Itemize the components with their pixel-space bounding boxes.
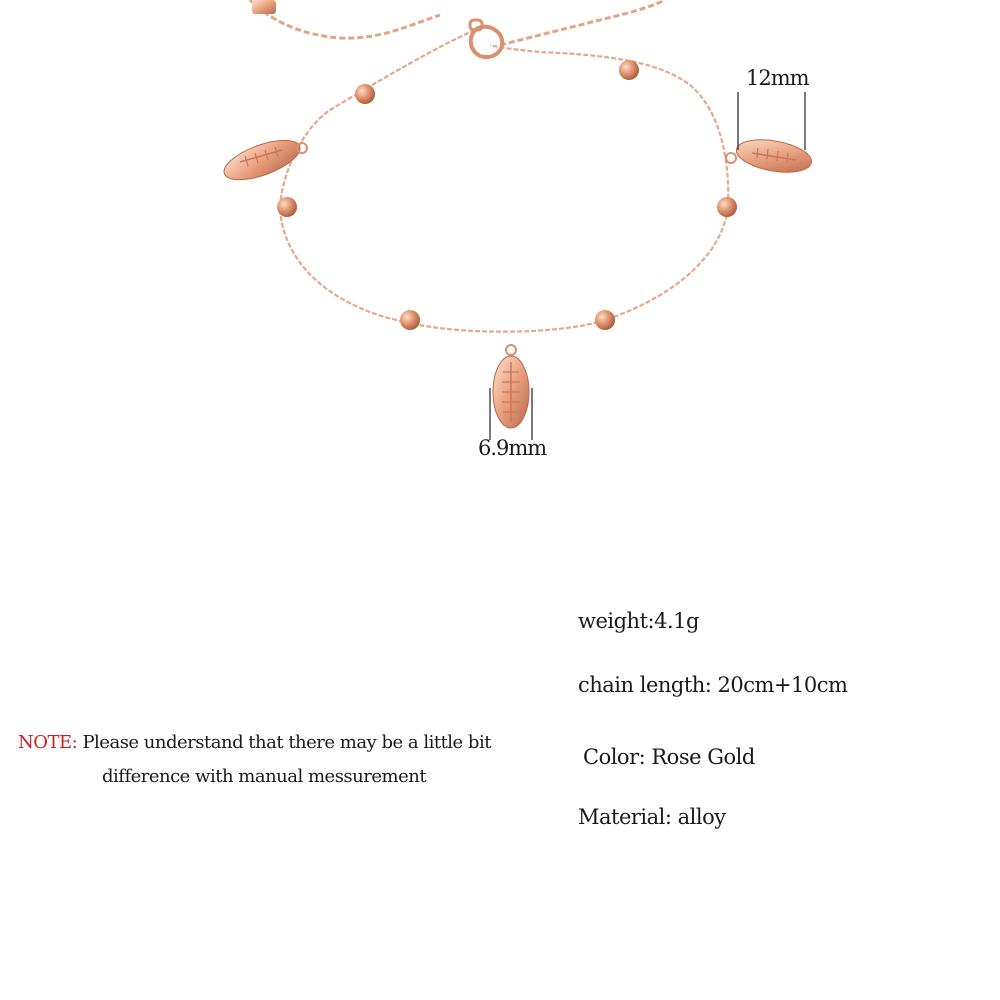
spec-chain-length: chain length: 20cm+10cm bbox=[578, 673, 848, 697]
spec-material: Material: alloy bbox=[578, 805, 726, 829]
bead bbox=[595, 310, 615, 330]
chain-tag bbox=[252, 0, 276, 14]
charm-length-label: 12mm bbox=[746, 66, 809, 90]
spec-weight: weight:4.1g bbox=[578, 609, 699, 633]
football-charm-right bbox=[726, 135, 814, 178]
note-line-1: Please understand that there may be a little bit bbox=[77, 732, 491, 753]
spec-color: Color: Rose Gold bbox=[583, 745, 755, 769]
extension-chain-2 bbox=[500, 0, 665, 45]
main-chain bbox=[280, 30, 728, 332]
bead bbox=[400, 310, 420, 330]
bead bbox=[277, 197, 297, 217]
clasp-ring bbox=[470, 20, 482, 30]
note-label: NOTE: bbox=[18, 732, 78, 753]
bead bbox=[717, 197, 737, 217]
note-line-2: difference with manual messurement bbox=[102, 766, 427, 787]
bead bbox=[619, 60, 639, 80]
extension-chain bbox=[250, 0, 440, 38]
bead bbox=[355, 84, 375, 104]
charm-width-label: 6.9mm bbox=[478, 436, 547, 460]
measurement-note bbox=[18, 726, 538, 794]
football-charm-left bbox=[219, 132, 307, 188]
football-charm-bottom bbox=[493, 345, 529, 428]
